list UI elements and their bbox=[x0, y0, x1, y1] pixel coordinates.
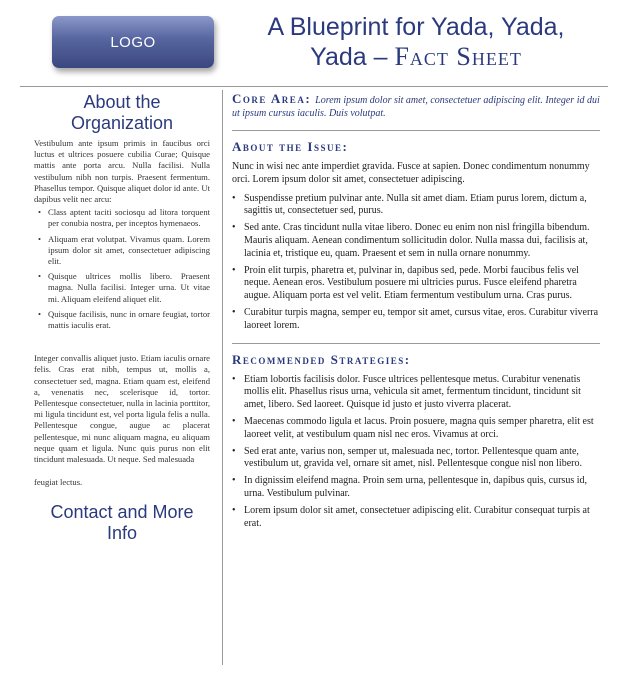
list-item: • Class aptent taciti sociosqu ad litora torquent per conubia nostra, per inceptos hymenaeos. bbox=[38, 207, 210, 229]
core-area-label: Core Area: bbox=[232, 91, 312, 106]
list-item: • Curabitur turpis magna, semper eu, tempor sit amet, cursus vitae, eros. Curabitur viverra laoreet lorem. bbox=[232, 307, 602, 333]
fact-sheet-label: Fact Sheet bbox=[394, 42, 522, 71]
about-organization-heading: About the Organization bbox=[70, 92, 174, 133]
section-divider bbox=[232, 343, 600, 344]
title-line-2 bbox=[226, 42, 606, 72]
list-item: • Sed erat ante, varius non, semper ut, malesuada nec, tortor. Pellentesque quam ante, vestibulum ut, gravida vel, ornare sit amet, nisl. Pellentesque congue nisl non libero. bbox=[232, 446, 602, 472]
logo bbox=[52, 16, 214, 68]
organization-body-tail: feugiat lectus. bbox=[34, 477, 83, 488]
organization-intro: Vestibulum ante ipsum primis in faucibus orci luctus et ultrices posuere cubilia Curae; Quisque mattis ante porta arcu. Nulla facilisi. Nulla vestibulum nibh non turpis. Praesent fermentum. Phasellus tempor. Quisque aliquet dolor id ante. Ut dapibus velit nec arcu: bbox=[34, 138, 210, 205]
contact-heading: Contact and More Info bbox=[50, 502, 194, 544]
list-item: • Quisque ultrices mollis libero. Praesent magna. Nulla facilisi. Integer urna. Ut vitae mi. Aliquam eleifend aliquet elit. bbox=[38, 271, 210, 305]
list-item: • Suspendisse pretium pulvinar ante. Nulla sit amet diam. Etiam purus lorem, dictum a, sagittis ut, consectetuer sed, purus. bbox=[232, 193, 602, 219]
list-item: • Proin elit turpis, pharetra et, pulvinar in, dapibus sed, pede. Morbi faucibus felis vel neque. Aenean eros. Vestibulum posuere mi ultricies purus. Fusce eleifend pharetra augue. Aliquam porta est vel velit. Etiam fermentum vestibulum urna. Cras purus. bbox=[232, 265, 602, 303]
core-area bbox=[232, 92, 602, 120]
logo-text: LOGO bbox=[110, 33, 156, 51]
list-item: • Maecenas commodo ligula et lacus. Proin posuere, magna quis semper pharetra, elit est laoreet velit, at vestibulum quam nisl nec eros. Vivamus at orci. bbox=[232, 416, 602, 442]
core-area-text: Lorem ipsum dolor sit amet, consectetuer adipiscing elit. Integer id dui ut ipsum cursus iaculis. Duis volutpat. bbox=[232, 95, 600, 119]
section-divider bbox=[232, 130, 600, 131]
issue-bullets bbox=[232, 193, 602, 333]
header-divider bbox=[20, 86, 608, 87]
page-title bbox=[226, 12, 606, 72]
organization-bullets bbox=[38, 207, 210, 331]
list-item: • Quisque facilisis, nunc in ornare feugiat, tortor mattis iaculis erat. bbox=[38, 309, 210, 331]
issue-intro: Nunc in wisi nec ante imperdiet gravida. Fusce at sapien. Donec condimentum nonummy orci. Lorem ipsum dolor sit amet, consectetuer adipiscing. bbox=[232, 161, 590, 185]
list-item: • Etiam lobortis facilisis dolor. Fusce ultrices pellentesque metus. Curabitur venenatis mollis elit. Phasellus risus urna, vehicula sit amet, fermentum tincidunt, tincidunt sit amet, libero. Sed laoreet. Quisque id justo et justo viverra placerat. bbox=[232, 374, 602, 412]
list-item: • Lorem ipsum dolor sit amet, consectetuer adipiscing elit. Curabitur consequat turpis at erat. bbox=[232, 505, 602, 531]
column-divider bbox=[222, 90, 223, 665]
sidebar bbox=[34, 92, 210, 544]
list-item: • Aliquam erat volutpat. Vivamus quam. Lorem ipsum dolor sit amet, consectetuer adipiscing elit. bbox=[38, 234, 210, 268]
list-item: • In dignissim eleifend magna. Proin sem urna, pellentesque in, dapibus quis, cursus id, urna. Vestibulum pulvinar. bbox=[232, 475, 602, 501]
strategies-heading: Recommended Strategies: bbox=[232, 351, 411, 367]
list-item: • Sed ante. Cras tincidunt nulla vitae libero. Donec eu enim non nisl fringilla bibendum. Mauris aliquam. Aenean condimentum sollicitudin dolor. Nulla massa dui, facilisis at, lacinia et, tristique eu, quam. Praesent et sem in nulla ornare nonummy. bbox=[232, 222, 602, 260]
strategies-bullets bbox=[232, 374, 602, 531]
title-line-2-prefix: Yada – bbox=[310, 43, 395, 71]
organization-body: Integer convallis aliquet justo. Etiam iaculis ornare felis. Cras erat nibh, tempus ut, mollis a, consectetuer sed, magna. Etiam quam est, eleifend a, venenatis nec, scelerisque id, tortor. Pellentesque consectetuer, nulla in lacinia porttitor, mi ligula tincidunt est, vel porta ligula felis a nulla. Pellentesque congue, augue ac placerat pellentesque, mi nunc aliquam magna, eu aliquam neque quam et ligula. Nunc quis purus non elit tincidunt malesuada. Ut neque. Sed malesuada bbox=[34, 353, 210, 465]
issue-heading: About the Issue: bbox=[232, 139, 349, 154]
title-line-1: A Blueprint for Yada, Yada, bbox=[267, 13, 565, 41]
main-content bbox=[232, 92, 602, 534]
